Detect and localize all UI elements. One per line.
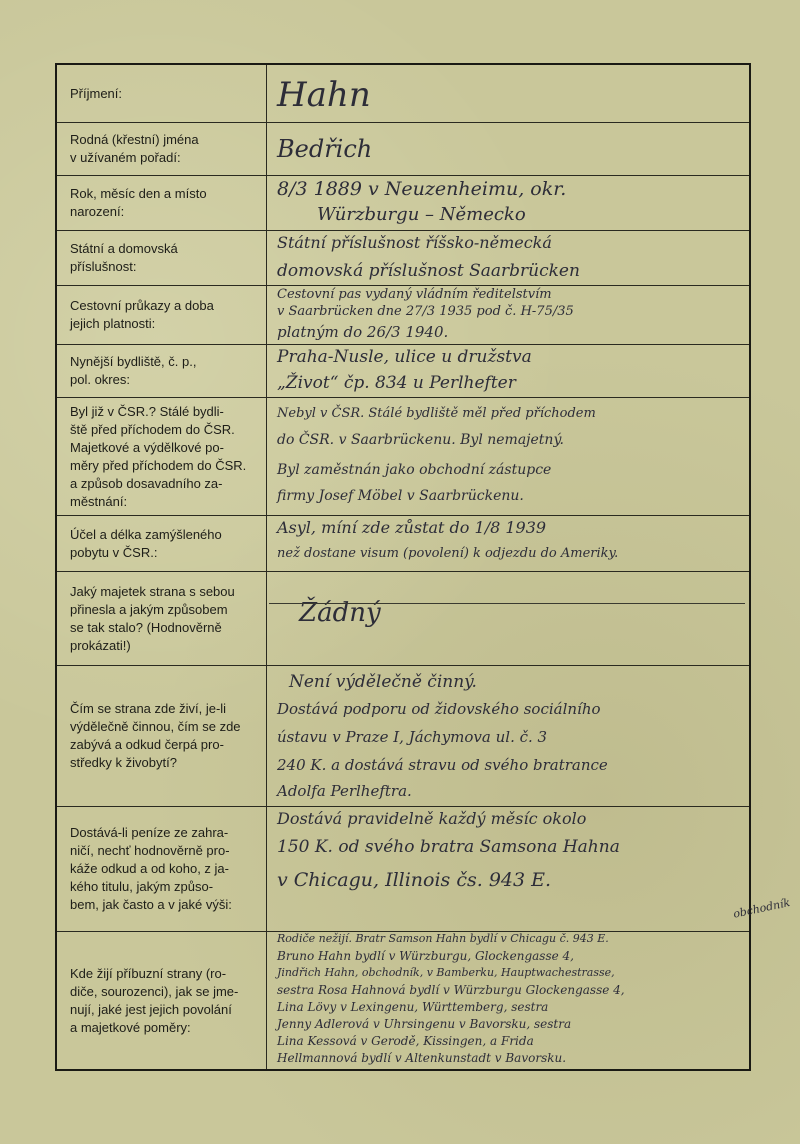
handwritten-line: Bedřich xyxy=(277,135,373,163)
ruled-guide-line xyxy=(269,603,745,604)
field-label-purpose: Účel a délka zamýšleného pobytu v ČSR.: xyxy=(57,516,267,571)
handwritten-line: platným do 26/3 1940. xyxy=(277,323,449,341)
handwritten-line: Asyl, míní zde zůstat do 1/8 1939 xyxy=(277,518,547,537)
handwritten-line: Bruno Hahn bydlí v Würzburgu, Glockengasse 4, xyxy=(277,949,574,963)
handwritten-line: Adolfa Perlheftra. xyxy=(277,782,412,800)
form-row-residence xyxy=(57,345,749,398)
handwritten-line: Hellmannová bydlí v Altenkunstadt v Bavorsku. xyxy=(277,1051,567,1065)
form-row-nationality xyxy=(57,231,749,286)
handwritten-line: ústavu v Praze I, Jáchymova ul. č. 3 xyxy=(277,728,548,746)
handwritten-line: Cestovní pas vydaný vládním ředitelstvím xyxy=(277,287,552,302)
form-row-property xyxy=(57,572,749,666)
handwritten-margin-note: obchodník xyxy=(732,895,792,921)
field-answer-livelihood xyxy=(269,666,745,806)
handwritten-line: Žádný xyxy=(299,598,381,628)
field-label-foreign-money: Dostává-li peníze ze zahra- ničí, nechť hodnověrně pro- káže odkud a od koho, z ja- kého titulu, jakým způso- bem, jak často a v jaké výši: xyxy=(57,807,267,931)
handwritten-line: do ČSR. v Saarbrückenu. Byl nemajetný. xyxy=(277,432,564,448)
handwritten-line: Nebyl v ČSR. Stálé bydliště měl před příchodem xyxy=(277,406,596,421)
handwritten-line: Jindřich Hahn, obchodník, v Bamberku, Hauptwachestrasse, xyxy=(277,966,615,979)
handwritten-line: 8/3 1889 v Neuzenheimu, okr. xyxy=(277,178,567,200)
handwritten-line: Rodiče nežijí. Bratr Samson Hahn bydlí v Chicagu č. 943 E. xyxy=(277,932,609,945)
form-row-purpose xyxy=(57,516,749,572)
handwritten-line: Lina Kessová v Gerodě, Kissingen, a Frida xyxy=(277,1034,534,1048)
field-label-relatives: Kde žijí příbuzní strany (ro- diče, sourozenci), jak se jme- nují, jaké jest jejich povolání a majetkové poměry: xyxy=(57,932,267,1069)
handwritten-line: Dostává podporu od židovského sociálního xyxy=(277,700,601,718)
handwritten-line: Hahn xyxy=(277,75,371,115)
field-label-residence: Nynější bydliště, č. p., pol. okres: xyxy=(57,345,267,397)
handwritten-line: Würzburgu – Německo xyxy=(317,204,526,225)
form-row-surname xyxy=(57,65,749,123)
handwritten-line: Není výdělečně činný. xyxy=(289,672,477,692)
handwritten-line: sestra Rosa Hahnová bydlí v Würzburgu Glockengasse 4, xyxy=(277,983,625,997)
field-answer-surname xyxy=(269,65,745,122)
field-label-nationality: Státní a domovská příslušnost: xyxy=(57,231,267,285)
field-answer-residence xyxy=(269,345,745,397)
handwritten-line: 240 K. a dostává stravu od svého bratrance xyxy=(277,756,608,774)
form-row-livelihood xyxy=(57,666,749,807)
handwritten-line: „Život“ čp. 834 u Perlhefter xyxy=(277,373,516,393)
form-row-given-names xyxy=(57,123,749,176)
handwritten-line: Lina Lövy v Lexingenu, Württemberg, sestra xyxy=(277,1000,549,1014)
field-answer-passport xyxy=(269,286,745,344)
handwritten-line: domovská příslušnost Saarbrücken xyxy=(277,261,580,281)
field-answer-nationality xyxy=(269,231,745,285)
field-label-given-names: Rodná (křestní) jména v užívaném pořadí: xyxy=(57,123,267,175)
field-label-surname: Příjmení: xyxy=(57,65,267,122)
field-label-birth: Rok, měsíc den a místo narození: xyxy=(57,176,267,230)
handwritten-line: firmy Josef Möbel v Saarbrückenu. xyxy=(277,488,524,504)
handwritten-line: v Chicagu, Illinois čs. 943 E. xyxy=(277,869,552,891)
field-answer-foreign-money xyxy=(269,807,745,931)
handwritten-line: Jenny Adlerová v Uhrsingenu v Bavorsku, sestra xyxy=(277,1017,572,1031)
handwritten-line: Státní příslušnost říšsko-německá xyxy=(277,233,552,252)
field-label-passport: Cestovní průkazy a doba jejich platnosti: xyxy=(57,286,267,344)
form-row-passport xyxy=(57,286,749,345)
handwritten-line: Dostává pravidelně každý měsíc okolo xyxy=(277,809,587,828)
handwritten-line: 150 K. od svého bratra Samsona Hahna xyxy=(277,837,620,857)
field-answer-property xyxy=(269,572,745,665)
field-label-previous-stay: Byl již v ČSR.? Stálé bydli- ště před příchodem do ČSR. Majetkové a výdělkové po- měry před příchodem do ČSR. a způsob dosavadního za- městnání: xyxy=(57,398,267,515)
field-label-livelihood: Čím se strana zde živí, je-li výdělečně činnou, čím se zde zabývá a odkud čerpá pro- středky k živobytí? xyxy=(57,666,267,806)
form-row-birth xyxy=(57,176,749,231)
field-answer-purpose xyxy=(269,516,745,571)
form-row-foreign-money xyxy=(57,807,749,932)
field-label-property: Jaký majetek strana s sebou přinesla a jakým způsobem se tak stalo? (Hodnověrně prokázati!) xyxy=(57,572,267,665)
handwritten-line: v Saarbrücken dne 27/3 1935 pod č. H-75/35 xyxy=(277,304,574,319)
handwritten-line: než dostane visum (povolení) k odjezdu do Ameriky. xyxy=(277,546,619,561)
registration-form xyxy=(55,63,751,1071)
form-row-relatives xyxy=(57,932,749,1069)
field-answer-previous-stay xyxy=(269,398,745,515)
field-answer-given-names xyxy=(269,123,745,175)
handwritten-line: Praha-Nusle, ulice u družstva xyxy=(277,347,532,367)
field-answer-relatives xyxy=(269,932,745,1069)
form-row-previous-stay xyxy=(57,398,749,516)
field-answer-birth xyxy=(269,176,745,230)
handwritten-line: Byl zaměstnán jako obchodní zástupce xyxy=(277,462,552,478)
